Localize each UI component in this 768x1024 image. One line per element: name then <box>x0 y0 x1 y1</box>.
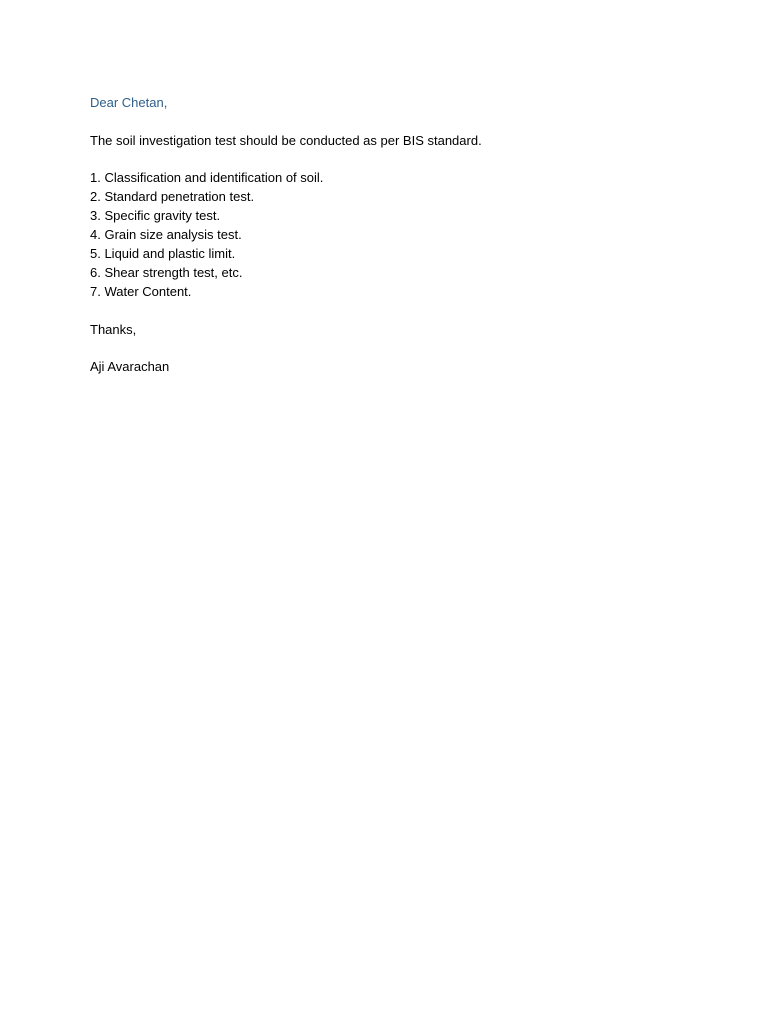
list-item: 1. Classification and identification of soil. <box>90 170 324 185</box>
greeting: Dear Chetan, <box>90 95 168 110</box>
list-item: 3. Specific gravity test. <box>90 208 221 223</box>
list-item: 6. Shear strength test, etc. <box>90 265 243 280</box>
list-item: 2. Standard penetration test. <box>90 189 255 204</box>
list-item: 5. Liquid and plastic limit. <box>90 246 236 261</box>
test-list <box>90 168 690 301</box>
list-item: 4. Grain size analysis test. <box>90 227 242 242</box>
letter-body <box>90 93 690 376</box>
intro-paragraph: The soil investigation test should be conducted as per BIS standard. <box>90 133 482 148</box>
closing: Thanks, <box>90 322 137 337</box>
list-item: 7. Water Content. <box>90 284 192 299</box>
signature: Aji Avarachan <box>90 359 170 374</box>
